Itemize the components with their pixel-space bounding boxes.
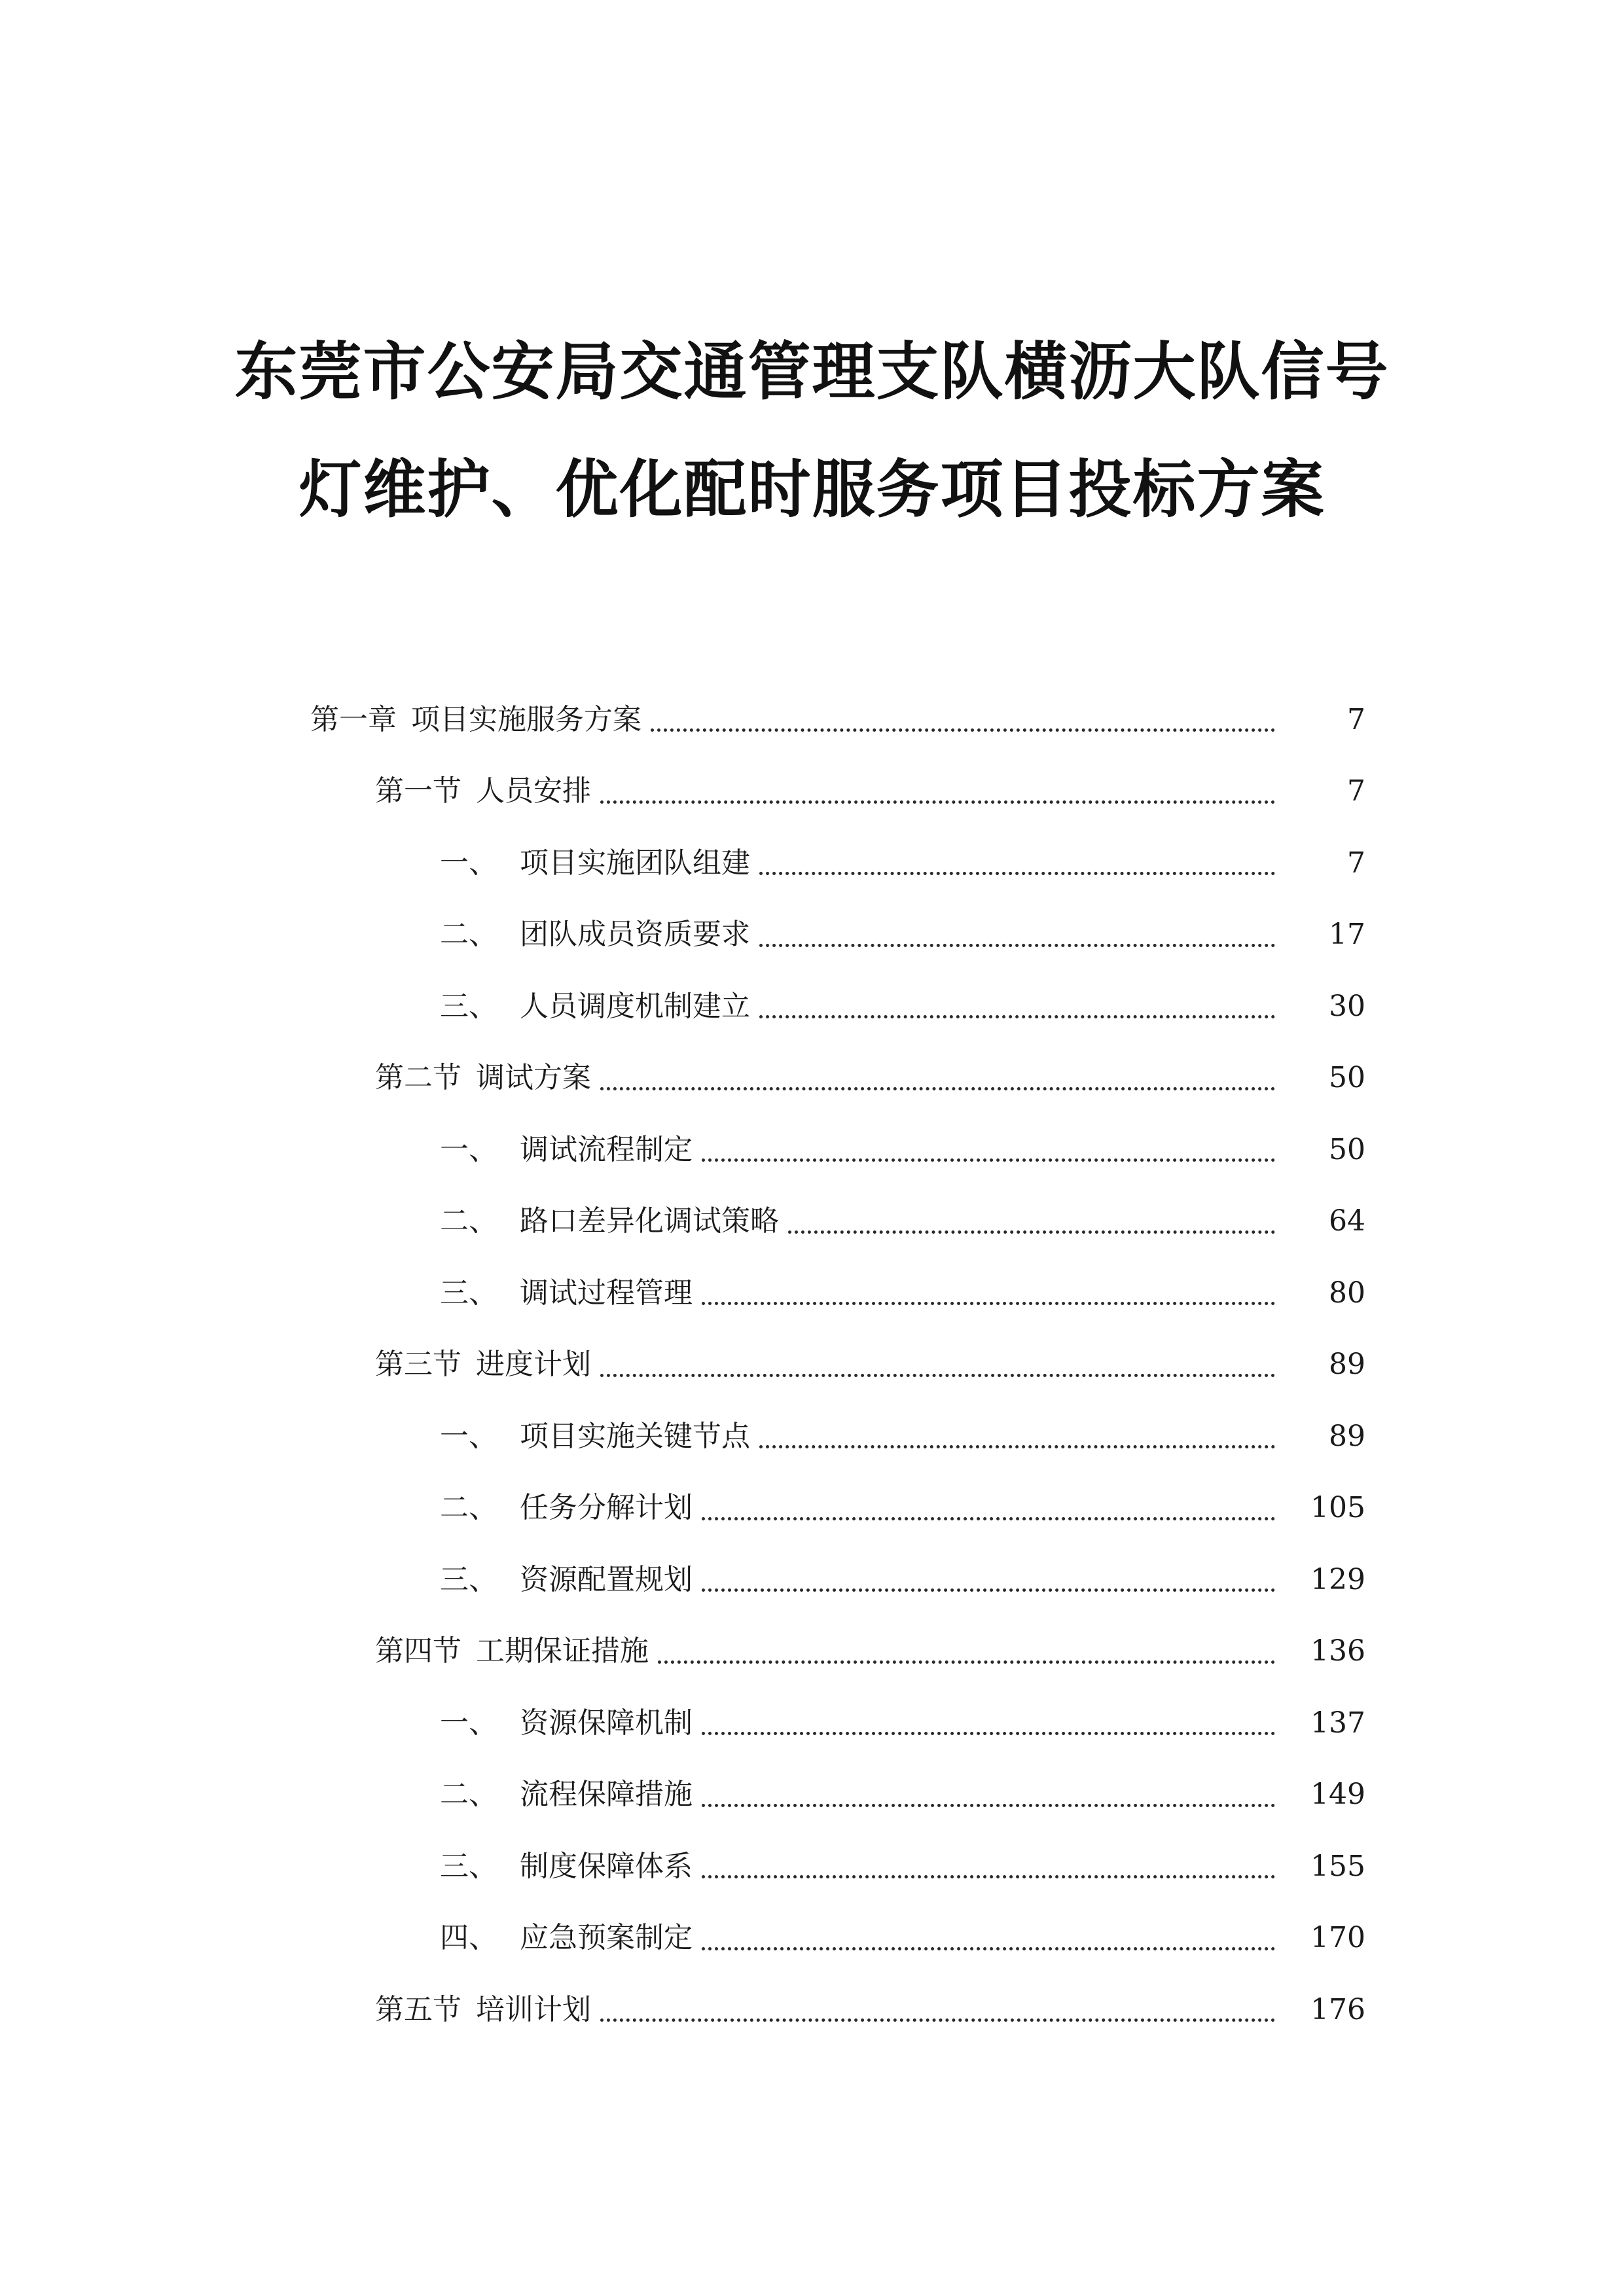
toc-entry[interactable] <box>0 1329 1624 1401</box>
toc-entry[interactable] <box>0 1114 1624 1186</box>
toc-entry-page-number: 149 <box>1310 1778 1365 1812</box>
toc-entry-number: 二、 <box>440 1204 497 1238</box>
toc-entry-label <box>375 1992 591 2026</box>
toc-dot-leader <box>702 1130 1275 1162</box>
toc-entry-page-number: 7 <box>1347 774 1365 808</box>
toc-entry-number: 一、 <box>440 1706 497 1740</box>
toc-entry-number: 二、 <box>440 918 497 952</box>
toc-entry[interactable] <box>0 1616 1624 1688</box>
toc-entry[interactable] <box>0 1473 1624 1545</box>
toc-entry[interactable] <box>0 1401 1624 1473</box>
toc-entry-title: 调试流程制定 <box>520 1132 693 1166</box>
toc-entry-page-number: 80 <box>1329 1276 1365 1310</box>
toc-entry-label <box>310 702 641 736</box>
toc-entry-label <box>440 1491 693 1525</box>
toc-dot-leader <box>702 1918 1275 1950</box>
table-of-contents <box>0 684 1624 2046</box>
toc-entry-label <box>375 774 591 808</box>
toc-entry[interactable] <box>0 1257 1624 1329</box>
toc-entry[interactable] <box>0 1759 1624 1831</box>
toc-dot-leader <box>600 1058 1275 1090</box>
toc-entry-page-number: 89 <box>1329 1348 1365 1382</box>
toc-entry[interactable] <box>0 1687 1624 1759</box>
toc-entry-page-number: 89 <box>1329 1419 1365 1453</box>
toc-entry[interactable] <box>0 1186 1624 1258</box>
toc-entry-number: 第二节 <box>375 1061 461 1095</box>
toc-entry-page-number: 7 <box>1347 846 1365 880</box>
toc-dot-leader <box>702 1846 1275 1878</box>
toc-entry-page-number: 129 <box>1310 1562 1365 1596</box>
toc-entry-number: 第一章 <box>310 702 397 736</box>
toc-entry-page-number: 30 <box>1329 989 1365 1023</box>
toc-entry-number: 第五节 <box>375 1992 461 2026</box>
toc-entry-label <box>440 918 750 952</box>
toc-entry-title: 项目实施服务方案 <box>411 702 641 736</box>
toc-entry-page-number: 50 <box>1329 1061 1365 1095</box>
toc-entry-title: 资源配置规划 <box>520 1562 693 1596</box>
toc-entry-label <box>440 1562 693 1596</box>
toc-entry-number: 一、 <box>440 846 497 880</box>
toc-entry[interactable] <box>0 684 1624 756</box>
toc-entry[interactable] <box>0 1043 1624 1115</box>
toc-entry-number: 一、 <box>440 1132 497 1166</box>
toc-entry-page-number: 137 <box>1310 1706 1365 1740</box>
toc-entry-page-number: 7 <box>1347 702 1365 736</box>
toc-entry-title: 制度保障体系 <box>520 1849 693 1883</box>
document-title-line-2: 灯维护、优化配时服务项目投标方案 <box>298 453 1326 526</box>
toc-dot-leader <box>702 1273 1275 1305</box>
toc-entry-number: 四、 <box>440 1921 497 1955</box>
toc-entry[interactable] <box>0 1974 1624 2046</box>
toc-entry-page-number: 105 <box>1310 1491 1365 1525</box>
toc-dot-leader <box>759 1416 1275 1448</box>
toc-entry-title: 流程保障措施 <box>520 1778 693 1812</box>
toc-entry-title: 人员安排 <box>476 774 591 808</box>
toc-entry-label <box>440 1419 750 1453</box>
toc-entry-title: 培训计划 <box>476 1992 591 2026</box>
toc-dot-leader <box>651 700 1275 732</box>
toc-entry-label <box>440 1132 693 1166</box>
toc-entry-title: 工期保证措施 <box>476 1634 649 1668</box>
toc-dot-leader <box>600 1345 1275 1377</box>
toc-entry-number: 第四节 <box>375 1634 461 1668</box>
toc-entry-label <box>440 1849 693 1883</box>
toc-dot-leader <box>759 915 1275 947</box>
toc-entry-label <box>440 1921 693 1955</box>
toc-entry-page-number: 17 <box>1329 918 1365 952</box>
toc-entry-label <box>440 1276 693 1310</box>
toc-entry-number: 三、 <box>440 1849 497 1883</box>
toc-dot-leader <box>759 843 1275 875</box>
toc-entry[interactable] <box>0 971 1624 1043</box>
toc-dot-leader <box>788 1202 1275 1234</box>
toc-dot-leader <box>759 986 1275 1018</box>
toc-entry-title: 调试过程管理 <box>520 1276 693 1310</box>
toc-entry-number: 一、 <box>440 1419 497 1453</box>
toc-entry[interactable] <box>0 1544 1624 1616</box>
toc-entry[interactable] <box>0 1903 1624 1975</box>
toc-entry-label <box>375 1061 591 1095</box>
toc-dot-leader <box>600 1990 1275 2022</box>
toc-dot-leader <box>600 772 1275 804</box>
toc-dot-leader <box>702 1703 1275 1735</box>
toc-entry-title: 项目实施团队组建 <box>520 846 750 880</box>
toc-entry-number: 三、 <box>440 1276 497 1310</box>
toc-entry[interactable] <box>0 756 1624 828</box>
toc-entry-number: 三、 <box>440 989 497 1023</box>
toc-entry-label <box>440 1204 779 1238</box>
toc-entry-page-number: 155 <box>1310 1849 1365 1883</box>
toc-entry[interactable] <box>0 1831 1624 1903</box>
toc-entry-number: 二、 <box>440 1778 497 1812</box>
document-title-line-1: 东莞市公安局交通管理支队横沥大队信号 <box>234 335 1390 408</box>
toc-entry-label <box>375 1634 649 1668</box>
toc-entry-title: 调试方案 <box>476 1061 591 1095</box>
toc-entry-label <box>440 1778 693 1812</box>
toc-entry-label <box>375 1348 591 1382</box>
toc-entry-number: 第三节 <box>375 1348 461 1382</box>
toc-dot-leader <box>702 1488 1275 1520</box>
toc-entry-page-number: 170 <box>1310 1921 1365 1955</box>
toc-entry-page-number: 50 <box>1329 1132 1365 1166</box>
toc-entry-label <box>440 1706 693 1740</box>
toc-entry-number: 二、 <box>440 1491 497 1525</box>
toc-entry-label <box>440 846 750 880</box>
toc-entry-number: 三、 <box>440 1562 497 1596</box>
toc-dot-leader <box>658 1632 1275 1664</box>
toc-entry-title: 路口差异化调试策略 <box>520 1204 779 1238</box>
toc-dot-leader <box>702 1560 1275 1592</box>
toc-entry[interactable] <box>0 827 1624 899</box>
toc-entry-title: 资源保障机制 <box>520 1706 693 1740</box>
toc-entry-title: 应急预案制定 <box>520 1921 693 1955</box>
toc-entry-title: 团队成员资质要求 <box>520 918 750 952</box>
toc-entry-page-number: 136 <box>1310 1634 1365 1668</box>
toc-entry-title: 项目实施关键节点 <box>520 1419 750 1453</box>
toc-entry[interactable] <box>0 899 1624 971</box>
toc-entry-page-number: 64 <box>1329 1204 1365 1238</box>
toc-entry-title: 进度计划 <box>476 1348 591 1382</box>
toc-dot-leader <box>702 1775 1275 1807</box>
toc-entry-title: 人员调度机制建立 <box>520 989 750 1023</box>
toc-entry-number: 第一节 <box>375 774 461 808</box>
toc-entry-page-number: 176 <box>1310 1992 1365 2026</box>
toc-entry-title: 任务分解计划 <box>520 1491 693 1525</box>
toc-entry-label <box>440 989 750 1023</box>
